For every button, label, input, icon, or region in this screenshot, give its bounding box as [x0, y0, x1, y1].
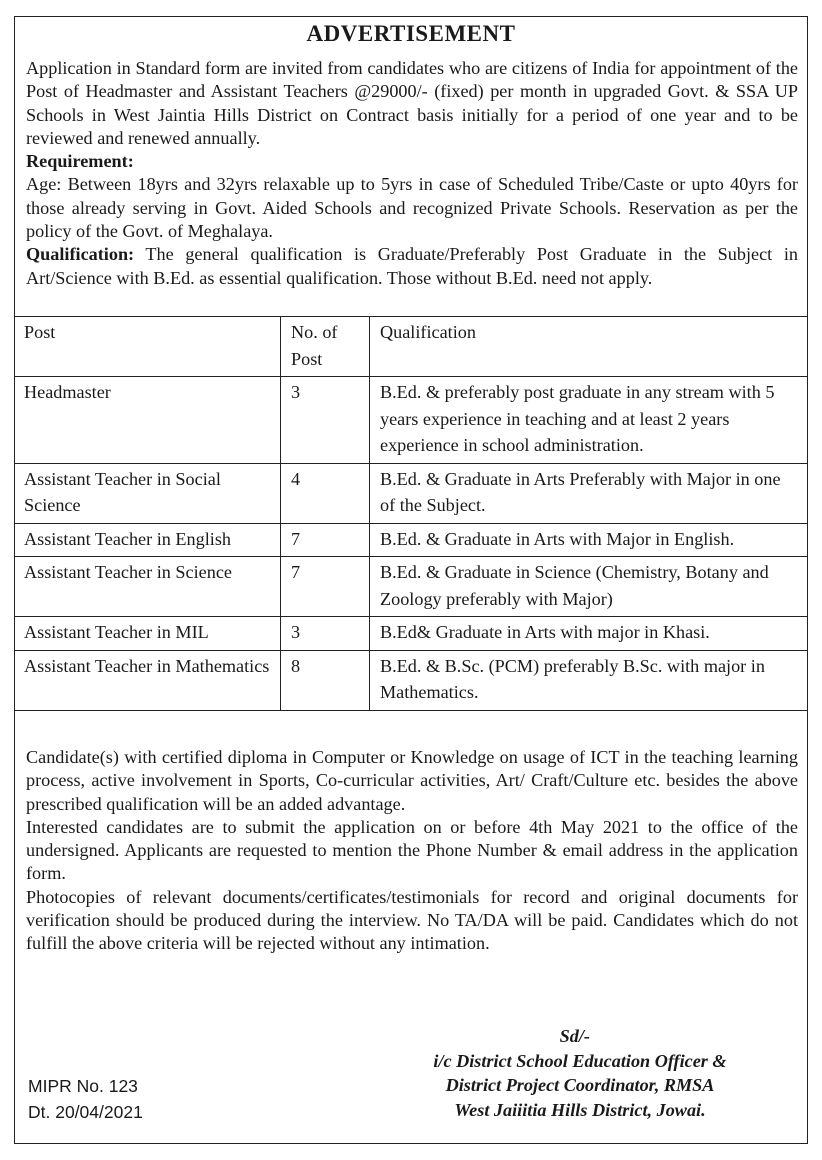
- qualification-paragraph: [26, 243, 798, 290]
- row-number: 7: [281, 523, 370, 557]
- signatory-line-2: District Project Coordinator, RMSA: [445, 1075, 715, 1095]
- ict-paragraph: Candidate(s) with certified diploma in Computer or Knowledge on usage of ICT in the teaching learning process, active involvement in Sports, Co-curricular activities, Art/ Craft/Culture etc. besides the above prescribed qualification will be an added advantage.: [26, 747, 798, 814]
- reference-block: [28, 1073, 143, 1125]
- signature-block: [360, 1024, 800, 1122]
- row-qualification: B.Ed. & Graduate in Science (Chemistry, Botany and Zoology preferably with Major): [370, 557, 809, 617]
- row-post: Assistant Teacher in MIL: [14, 617, 281, 651]
- qualification-label: Qualification:: [26, 244, 135, 265]
- table-row: [14, 463, 808, 523]
- row-qualification: B.Ed& Graduate in Arts with major in Khasi.: [370, 617, 809, 651]
- signatory-line-3: West Jaiiitia Hills District, Jowai.: [454, 1099, 706, 1120]
- mipr-number: MIPR No. 123: [28, 1076, 138, 1096]
- row-number: 7: [281, 557, 370, 617]
- table-header-row: [14, 317, 808, 377]
- row-post: Assistant Teacher in Social Science: [14, 463, 281, 523]
- row-post: Assistant Teacher in English: [14, 523, 281, 557]
- row-number: 3: [281, 377, 370, 464]
- requirement-heading: Requirement:: [26, 151, 134, 172]
- row-number: 4: [281, 463, 370, 523]
- table-row: [14, 557, 808, 617]
- issue-date: Dt. 20/04/2021: [28, 1102, 143, 1122]
- posts-table: [14, 316, 808, 711]
- signature-sd: Sd/-: [559, 1026, 590, 1046]
- table-row: [14, 617, 808, 651]
- table-row: [14, 377, 808, 464]
- row-qualification: B.Ed. & preferably post graduate in any stream with 5 years experience in teaching and at least 2 years experience in school administration.: [370, 377, 809, 464]
- documents-paragraph: Photocopies of relevant documents/certificates/testimonials for record and original documents for verification should be produced during the interview. No TA/DA will be paid. Candidates which do not fulfill the above criteria will be rejected without any intimation.: [26, 886, 798, 954]
- row-post: Assistant Teacher in Science: [14, 557, 281, 617]
- intro-paragraph: Application in Standard form are invited from candidates who are citizens of India for appointment of the Post of Headmaster and Assistant Teachers @29000/- (fixed) per month in upgraded Govt. & SSA UP Schools in West Jaintia Hills District on Contract basis initially for a period of one year and to be reviewed and renewed annually.: [26, 58, 798, 148]
- advertisement-title: ADVERTISEMENT: [306, 21, 516, 46]
- qualification-text: The general qualification is Graduate/Preferably Post Graduate in the Subject in Art/Science with B.Ed. as essential qualification. Those without B.Ed. need not apply.: [26, 244, 798, 288]
- intro-section: [26, 57, 798, 290]
- row-number: 8: [281, 650, 370, 710]
- signatory-line-1: i/c District School Education Officer &: [433, 1050, 727, 1071]
- header-qualification: Qualification: [370, 317, 809, 377]
- row-qualification: B.Ed. & B.Sc. (PCM) preferably B.Sc. with major in Mathematics.: [370, 650, 809, 710]
- row-qualification: B.Ed. & Graduate in Arts with Major in English.: [370, 523, 809, 557]
- row-qualification: B.Ed. & Graduate in Arts Preferably with Major in one of the Subject.: [370, 463, 809, 523]
- header-post: Post: [14, 317, 281, 377]
- row-post: Headmaster: [14, 377, 281, 464]
- header-number: No. of Post: [281, 317, 370, 377]
- row-number: 3: [281, 617, 370, 651]
- table-row: [14, 650, 808, 710]
- submission-paragraph: Interested candidates are to submit the application on or before 4th May 2021 to the office of the undersigned. Applicants are requested to mention the Phone Number & email address in the application form.: [26, 816, 798, 884]
- additional-information: [26, 746, 798, 956]
- table-row: [14, 523, 808, 557]
- requirement-text: Age: Between 18yrs and 32yrs relaxable up to 5yrs in case of Scheduled Tribe/Caste or upto 40yrs for those already serving in Govt. Aided Schools and recognized Private Schools. Reservation as per the policy of the Govt. of Meghalaya.: [26, 174, 798, 242]
- row-post: Assistant Teacher in Mathematics: [14, 650, 281, 710]
